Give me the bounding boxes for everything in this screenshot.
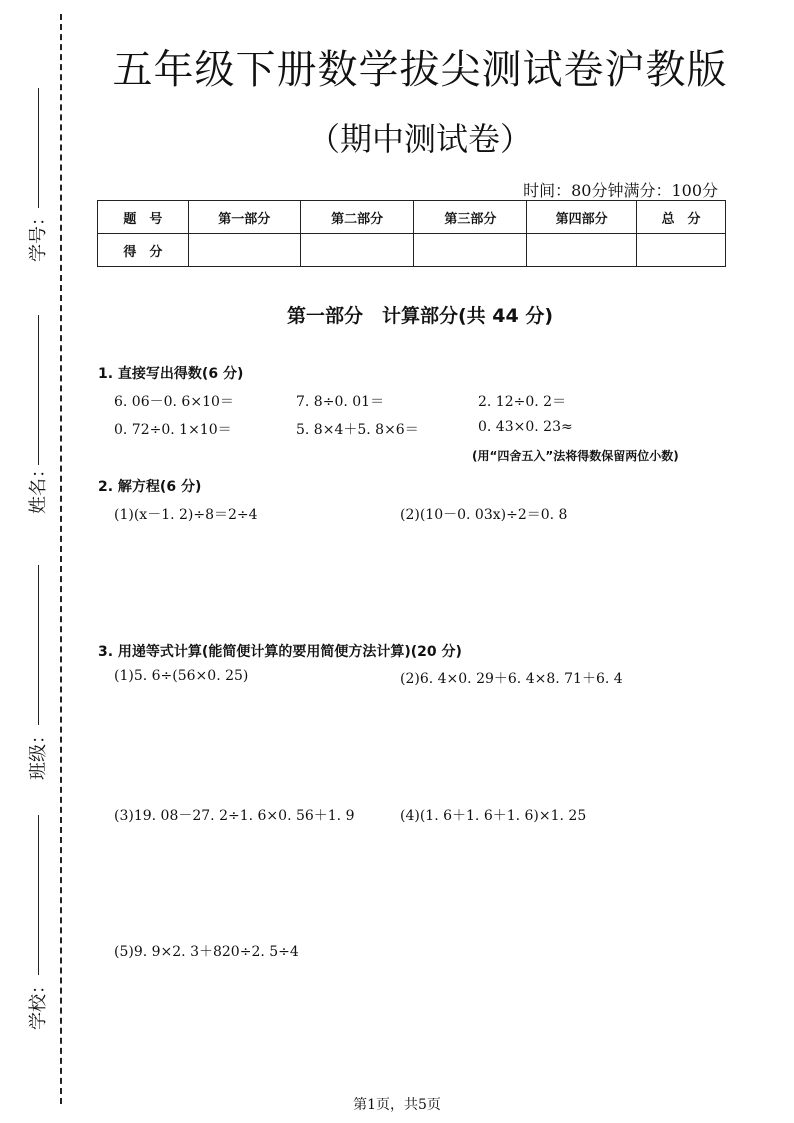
- q1-item-3: 2. 12÷0. 2＝: [478, 394, 567, 410]
- question-3-heading: 3. 用递等式计算(能简便计算的要用简便方法计算)(20 分): [98, 644, 462, 660]
- score-header-cell: 第三部分: [414, 201, 527, 234]
- question-2-heading: 2. 解方程(6 分): [98, 479, 202, 495]
- school-line: [38, 815, 39, 975]
- score-header-cell: 总 分: [637, 201, 726, 234]
- class-line: [38, 565, 39, 725]
- q2-item-2: (2)(10－0. 03x)÷2＝0. 8: [400, 507, 568, 523]
- score-table: [97, 200, 726, 267]
- question-1-heading: 1. 直接写出得数(6 分): [98, 366, 244, 382]
- score-row-label: 得 分: [98, 234, 189, 267]
- score-header-cell: 第一部分: [188, 201, 300, 234]
- score-header-cell: 第四部分: [527, 201, 637, 234]
- name-label: 姓名：: [28, 460, 49, 514]
- score-cell[interactable]: [414, 234, 527, 267]
- score-header-cell: 第二部分: [300, 201, 414, 234]
- school-label: 学校：: [28, 976, 49, 1030]
- score-table-header-row: [98, 201, 726, 234]
- score-cell[interactable]: [637, 234, 726, 267]
- score-table-score-row: [98, 234, 726, 267]
- time-info: 时间：80分钟满分：100分: [523, 181, 718, 200]
- page-title: 五年级下册数学拔尖测试卷沪教版: [112, 47, 728, 93]
- page-subtitle: （期中测试卷）: [307, 120, 532, 158]
- score-header-cell: 题 号: [98, 201, 189, 234]
- name-line: [38, 315, 39, 465]
- q3-item-4: (4)(1. 6＋1. 6＋1. 6)×1. 25: [400, 808, 587, 824]
- section-title: 第一部分 计算部分(共 44 分): [286, 305, 554, 327]
- class-label: 班级：: [28, 726, 49, 780]
- score-cell[interactable]: [527, 234, 637, 267]
- page-footer: 第1页，共5页: [353, 1097, 441, 1113]
- q1-item-5: 5. 8×4＋5. 8×6＝: [296, 422, 419, 438]
- q1-item-4: 0. 72÷0. 1×10＝: [114, 422, 232, 438]
- score-cell[interactable]: [300, 234, 414, 267]
- q1-item-1: 6. 06－0. 6×10＝: [114, 394, 234, 410]
- binding-dashed-line: [60, 14, 62, 1104]
- q3-item-3: (3)19. 08－27. 2÷1. 6×0. 56＋1. 9: [114, 808, 355, 824]
- q1-rounding-note: (用“四舍五入”法将得数保留两位小数): [472, 449, 679, 463]
- score-cell[interactable]: [188, 234, 300, 267]
- q3-item-1: (1)5. 6÷(56×0. 25): [114, 668, 249, 684]
- student-id-line: [38, 88, 39, 208]
- q2-item-1: (1)(x－1. 2)÷8＝2÷4: [114, 507, 258, 523]
- q3-item-5: (5)9. 9×2. 3＋820÷2. 5÷4: [114, 944, 299, 960]
- q3-item-2: (2)6. 4×0. 29＋6. 4×8. 71＋6. 4: [400, 671, 623, 687]
- q1-item-6: 0. 43×0. 23≈: [478, 419, 573, 435]
- student-id-label: 学号：: [28, 208, 49, 262]
- q1-item-2: 7. 8÷0. 01＝: [296, 394, 385, 410]
